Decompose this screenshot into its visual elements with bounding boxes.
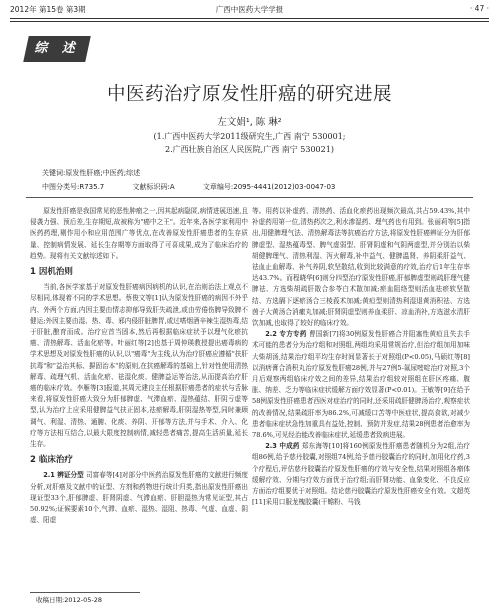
keywords: 关键词:原发性肝癌;中医药;综述 [42,169,141,177]
affiliation-1: (1.广西中医药大学2011级研究生,广西 南宁 530001; [153,132,346,141]
affiliation-2: 2.广西壮族自治区人民医院,广西 南宁 530021) [165,145,334,154]
issue-info: 2012年 第15卷 第3期 [10,5,86,14]
doc-code: 文献标识码:A [132,183,175,191]
meta-rule [26,197,473,198]
left-column [30,206,248,526]
clc-number: 中图分类号:R735.7 [42,183,105,191]
running-header [10,4,489,18]
subsection-heading: 2.2 专方专药 [265,330,307,339]
article-id: 文章编号:2095-4441(2012)03-0047-03 [202,183,336,191]
header-rule [10,18,489,19]
authors: 左文娟¹, 陈 琳² [217,117,282,128]
paragraph: 司富春等[4]对部分中医药治原发性肝癌的文献进行频度分析,对肝癌及文献中的证型、方剂和药物进行统计归类,指出原发性肝癌出现证型33个,肝郁脾虚、肝肾阴虚、气滞血瘀、肝胆湿热为常见证型,其占50.92%;证候要素10个,气滞、血瘀、湿热、湿阻、热毒、气虚、血虚、阴虚、阳虚 [30,471,248,525]
subsection-heading: 2.3 中成药 [265,442,300,451]
paragraph: 当前,各医学家基于对原发性肝癌病因病机的认识,在治则治法上观点不尽相同,体现着不同的学术思想。蔡俊文等[1]认为原发性肝癌的病因不外乎内、外两个方面,内因主要由情志抑郁导致肝失疏泄,或由劳倦伤脾导致脾不健运;外因主要由湿、热、毒、邪内侵肝脏脾胃,或过嗜烟酒辛辣生湿热毒,结于肝脏,酿育而成。治疗应首当固本,然后再根据临床症状予以理气化瘀抗癌、清热解毒、活血化瘀等。叶丽红等[2]也基于周仲瑛教授提出癌毒病的学术思想及对原发性肝癌的认识,以"癌毒"为主线,认为治疗肝癌应遵循"扶肝抗毒"和"益治其标、摒固治本"的原则,在抗癌解毒的基础上,针对性使用清热解毒、疏理气机、活血化瘀、祛湿化痰、健脾益运等治法,从而提高治疗肝癌的临床疗效。李雁等[3]报道,其周元建良主任根据肝癌患者的症状与舌脉来看,将原发性肝癌大致分为肝郁脾虚、气滞血瘀、湿热蕴结、肝阴亏虚等型,认为治疗上应采用健脾益气扶正固本,祛瘀解毒,肝阴湿热等型,同时兼顾调气、利湿、清热、通腑、化痰、养阴、开郁等方法,并与手术、介入、化疗等方法相互结合,以最大限度控制病情,减轻患者痛苦,提高生活质量,延长生存。 [30,283,248,449]
journal-name: 广西中医药大学学报 [215,5,284,14]
intro-paragraph: 原发性肝癌是我国常见的恶性肿瘤之一,因其起病隐匿,病情进展迅速,且侵袭力强、预后差,生存期短,故被称为"癌中之王"。近年来,各医学家利用中医药药理,剔作用小和应用范围广等优点,在改善原发性肝癌患者的生存质量、控制病情发展、延长生存期等方面取得了可喜成果,成为了临床治疗的趋势。现将有关文献综述如下。 [30,207,248,260]
paragraph: 曹国新[7]将30例原发性肝癌合并阻塞性黄疸且失去手术可能的患者分为治疗组和对照组,两组均采用常规治疗,但治疗组加用加味大柴胡汤,结果治疗组平均生存时间显著长于对照组(P<0.05),马硕红等[8]以消痞膏合消积丸治疗原发性肝癌28例,并与27例5-氟尿嘧啶治疗对照,3个月后观察两组临床疗效之间的差异,结果治疗组较对照组在肝区疼痛、腹胀、纳差、乏力等临床症状缓解方面疗效显著(P<0.01)。王敏等[9]在给予58例原发性肝癌患者西医对症治疗的同时,还采用疏肝健脾汤治疗,观察症状的改善情况,结果疏肝率为86.2%,可减缓口苦等中医症状,提高食欲,对减少患者临床症状急性加重具有益处,控制、预防并发症,结果28例患者治愈率为78.6%,可见经治能改善临床症状,延缓患者致病进展。 [252,330,470,440]
page-number: · 47 · [469,4,489,13]
article-meta [42,182,361,192]
article-title: 中医药治疗原发性肝癌的研究进展 [106,84,392,105]
subsection-heading: 2.1 辨证分型 [43,471,84,480]
received-date: 收稿日期:2012-05-28 [36,596,102,604]
section-heading-2: 2 临床治疗 [30,455,73,466]
section-heading-1: 1 因机治则 [30,267,73,278]
header-rule-thin [10,21,489,22]
paragraph: 等。用药以补虚药、清热药、活血化瘀药出现频次最高,共占59.43%,其中补虚药用第一位,清热药次之,利水渗湿药、理气药也有用到。张丽莉等[5]指出,用健脾理气法、清热解毒法等抗癌治疗方法,将原发性肝癌辨证分为肝郁脾虚型、湿热蕴毒型、脾气虚弱型、肝肾阴虚和气阴两虚型,并分别治以柴胡健脾理气、清热利湿、泻火解毒,补中益气、健脾温肾、养阴柔肝益气、祛血止血解毒、补气养阴,软坚散结,收到比较满意的疗效,治疗后1年生存率达43.7%。而程晓华[6]则分四型治疗原发性肝癌,肝郁脾虚型则疏肝理气健脾祛、方选柴胡疏肝散合参苓白术散加减;瘀血阻络型则活血祛瘀软坚散结、方选膈下逐瘀汤合三棱莪术加减;黄疸型则清热利湿退黄消积祛、方选茵子大黄汤合消瘰丸加减;肝肾阴虚型则养血柔肝、凉血消补,方选滋水清肝饮加减,也取得了较好的临床疗效。 [252,207,470,328]
paragraph: 郑东海等[10]将160例原发性肝癌患者随机分为2组,治疗组86例,给予慈丹胶囊,对照组74例,给予慈丹胶囊治疗的同时,加用化疗药,3个疗程后,评估慈丹胶囊治疗原发性肝癌的疗效与安全性,结果对照组各瘤体缓解疗效、分期与疗效方面优于治疗组;而肝肾功能、血象变化、不良反应方面治疗组要优于对照组。结论慈丹胶囊治疗原发性肝癌安全有效。文超英[11]采用口服龙槐胶囊(干蟾粉、马钱 [252,442,470,507]
right-column [252,206,470,508]
section-tag: 综 述 [23,36,91,62]
footnote-rule [30,592,140,593]
